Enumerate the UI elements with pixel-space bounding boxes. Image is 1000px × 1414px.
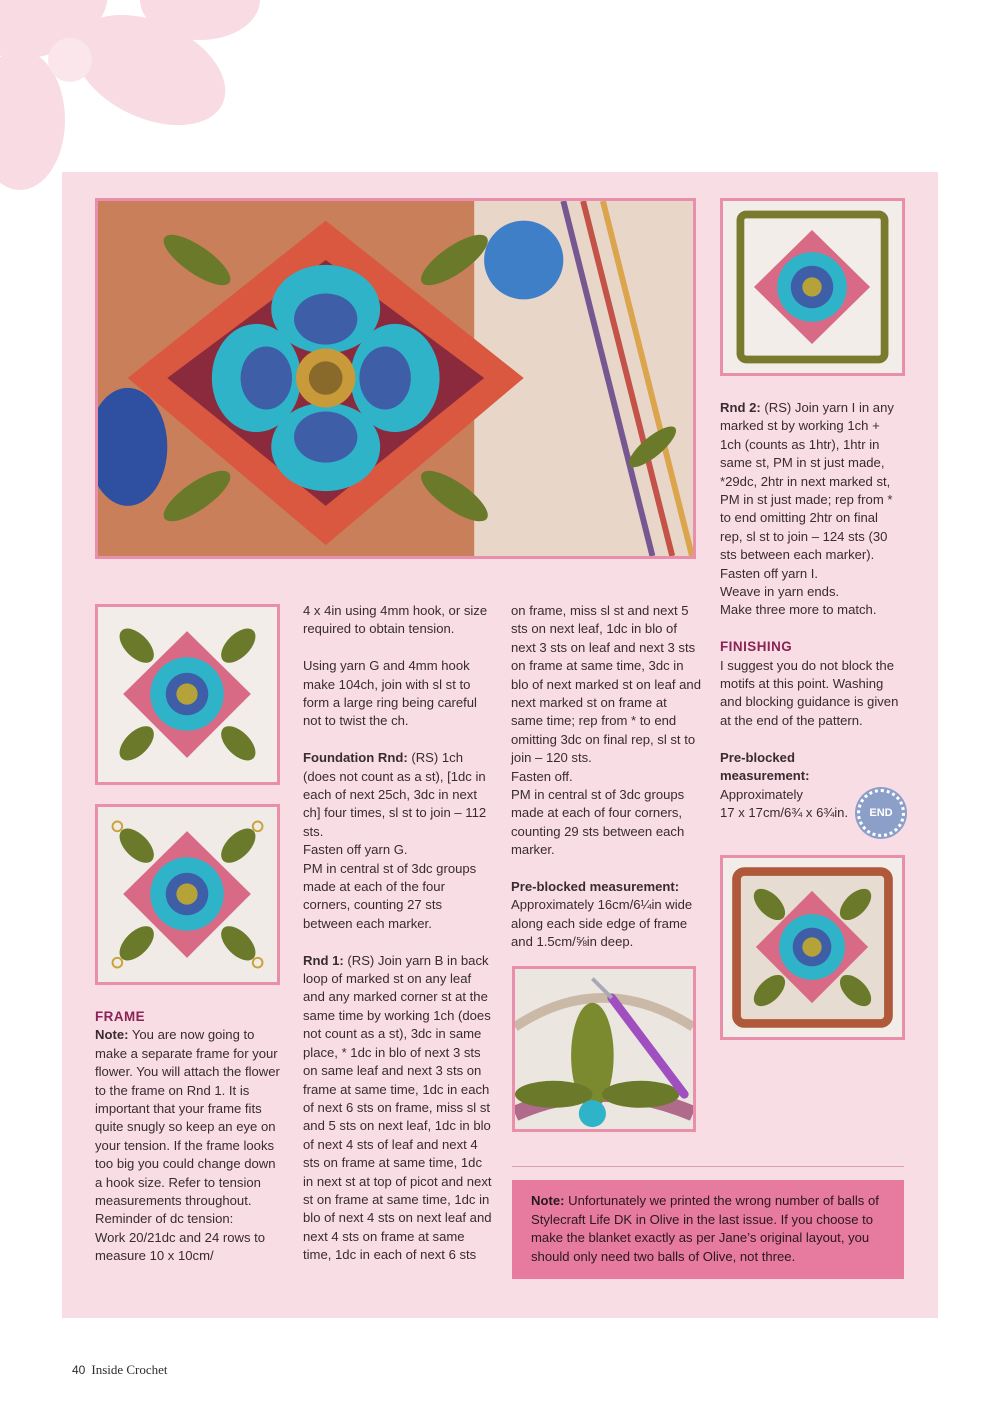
motif-photo-frame-top-right [720, 198, 905, 376]
tension-text: Work 20/21dc and 24 rows to measure 10 x 10cm/ [95, 1229, 266, 1264]
make-three-more: Make three more to match. [720, 602, 877, 618]
column-foundation [303, 602, 493, 1265]
preblocked-text: Approximately 16cm/6¼in wide along each side edge of frame and 1.5cm/⅝in deep. [511, 897, 693, 950]
rnd1-text: (RS) Join yarn B in back loop of marked st on any leaf and any marked corner st at the same time by working 1ch (does not count as a st), 3dc in same place, * 1dc in blo of next 3 sts on same leaf and next 3 sts on frame at same time, 1dc in each of next 6 sts on frame, miss sl st and 5 sts on next leaf, 1dc in blo of next 4 sts of leaf and next 4 sts on frame at same time, 1dc in next st at top of picot and next st on frame at same time, 1dc in blo of next 4 sts on next leaf and next 4 sts on frame at same time, 1dc in each of next 6 sts [303, 952, 492, 1263]
foundation-label: Foundation Rnd: [303, 750, 408, 766]
correction-note-box [512, 1180, 904, 1279]
end-badge-icon: END [857, 789, 905, 837]
rnd1-continued: on frame, miss sl st and next 5 sts on next leaf, 1dc in blo of next 3 sts on leaf and next 3 sts on frame at same time, 3dc in blo of next marked st on leaf and next marked st on frame at same time; rep from * to end omitting 3dc on final rep, sl st to join – 120 sts. [511, 603, 701, 766]
approx-label: Approximately [720, 786, 803, 802]
column-frame [95, 1008, 285, 1266]
fasten-off-i: Fasten off yarn I. [720, 565, 819, 581]
fasten-off-g: Fasten off yarn G. [303, 842, 408, 858]
note-label: Note: [95, 1027, 129, 1043]
fasten-off: Fasten off. [511, 768, 573, 784]
chain-instructions: Using yarn G and 4mm hook make 104ch, join with sl st to form a large ring being careful not to twist the ch. [303, 658, 477, 729]
motif-size: 17 x 17cm/6¾ x 6¾in. [720, 804, 849, 820]
motif-photo-flower-pinned [95, 804, 280, 985]
preblocked-label: Pre-blocked measurement: [511, 879, 680, 895]
magazine-name: Inside Crochet [91, 1362, 168, 1377]
section-heading-frame: FRAME [95, 1009, 146, 1024]
preblocked-label-2: Pre-blocked measurement: [720, 749, 810, 784]
divider [512, 1166, 904, 1167]
rnd1-label: Rnd 1: [303, 952, 344, 968]
place-marker-text-2: PM in central st of 3dc groups made at each of four corners, counting 29 sts between each marker. [511, 787, 685, 858]
place-marker-text: PM in central st of 3dc groups made at each of the four corners, counting 27 sts between each marker. [303, 860, 477, 931]
correction-note-text: Unfortunately we printed the wrong number of balls of Stylecraft Life DK in Olive in the last issue. If you choose to make the blanket exactly as per Jane’s original layout, you should only need two balls of Olive, not three. [531, 1193, 879, 1264]
rnd2-label: Rnd 2: [720, 400, 761, 415]
page-number: 40 [72, 1363, 86, 1377]
pink-flower-decoration-icon [0, 0, 260, 200]
column-round-1-continued [511, 602, 701, 952]
finishing-text: I suggest you do not block the motifs at this point. Washing and blocking guidance is given at the end of the pattern. [720, 657, 899, 728]
correction-note-label: Note: [531, 1193, 565, 1208]
foundation-text: (RS) 1ch (does not count as a st), [1dc in each of next 25ch, 3dc in next ch] four times, sl st to join – 112 sts. [303, 750, 487, 839]
round-2 [720, 399, 902, 565]
note-text: You are now going to make a separate frame for your flower. You will attach the flower to the frame on Rnd 1. It is important that your frame fits quite snugly so keep an eye on your tension. If the frame looks too big you could change down a hook size. Refer to tension measurements throughout. [95, 1027, 280, 1209]
rnd2-text: (RS) Join yarn I in any marked st by working 1ch + 1ch (counts as 1htr), 1htr in same st, PM in st just made, *29dc, 2htr in next marked st, PM in st just made; rep from * to end omitting 2htr on final rep, sl st to join – 124 sts (30 sts between each marker). [720, 400, 894, 563]
hook-in-progress-photo [512, 966, 696, 1132]
motif-photo-finished-frame [720, 855, 905, 1040]
weave-ends: Weave in yarn ends. [720, 584, 840, 600]
page-footer [72, 1362, 168, 1378]
round-1 [303, 952, 493, 1265]
section-heading-finishing: FINISHING [720, 639, 793, 655]
motif-photo-flower [95, 604, 280, 785]
tension-hook-text: 4 x 4in using 4mm hook, or size required to obtain tension. [303, 603, 488, 637]
frame-note [95, 1026, 285, 1210]
blanket-photo [95, 198, 696, 559]
column-round-2 [720, 399, 902, 822]
tension-reminder: Reminder of dc tension: [95, 1211, 234, 1227]
foundation-round [303, 749, 493, 841]
